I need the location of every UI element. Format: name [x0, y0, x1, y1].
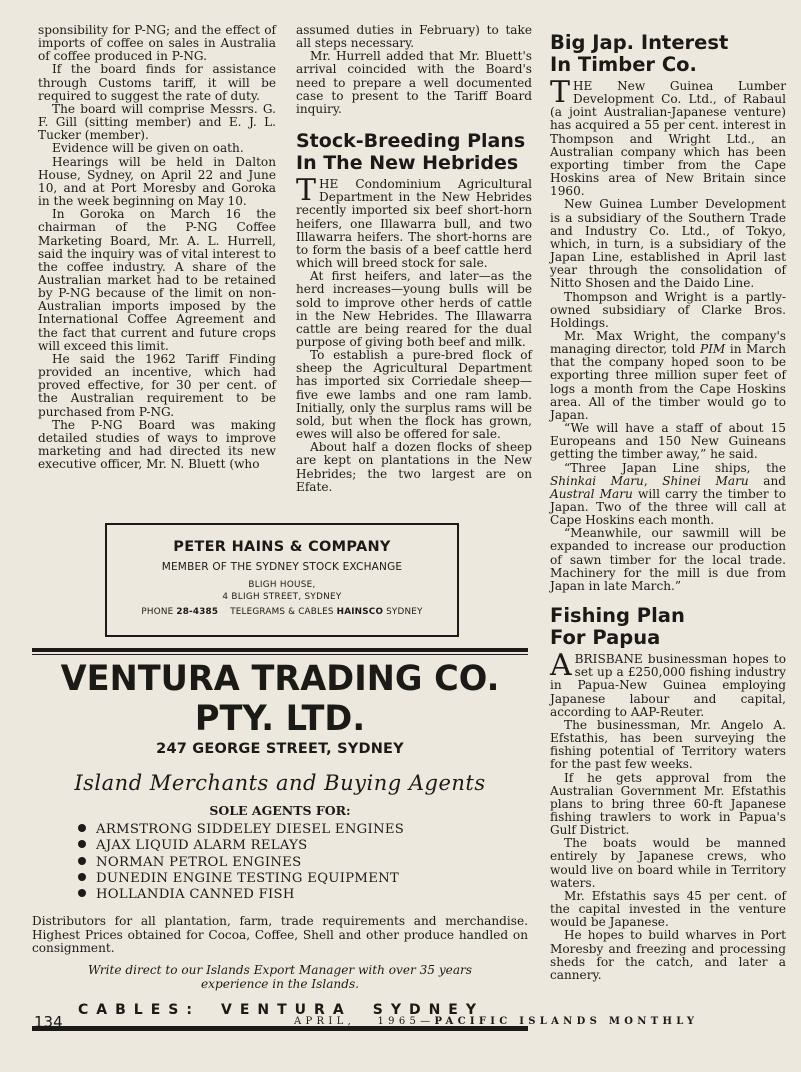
paragraph	[550, 462, 786, 528]
fishing-headline	[550, 605, 786, 649]
bullet-icon	[78, 889, 86, 897]
paragraph: In Goroka on March 16 the chairman of the P-NG Coffee Marketing Board, Mr. A. L. Hurrell, said the inquiry was of vital interest to the coffee industry. A share of the Australian market had to be retained by P-NG because of the limit on non-Australian imports imposed by the International Coffee Agreement and the fact that current and future crops will exceed this limit.	[38, 207, 276, 353]
stock-lead-paragraph	[296, 173, 532, 271]
issue-year: 1965	[377, 1016, 421, 1027]
text-run: will carry the timber to Japan. Two of the three will call at Cape Hoskins each month.	[550, 486, 786, 528]
agency-label: AJAX LIQUID ALARM RELAYS	[96, 838, 308, 854]
paragraph: He said the 1962 Tariff Finding provided an incentive, which had proved effective, for 30 per cent. of the Australian requirement to be purchased from P-NG.	[38, 351, 276, 419]
cables-city: SYDNEY	[372, 1002, 484, 1019]
distributors-text: Distributors for all plantation, farm, trade requirements and merchandise. Highest Prices obtained for Cocoa, Coffee, Shell and other produce handled on consignment.	[32, 914, 528, 955]
export-manager-note: Write direct to our Islands Export Manager with over 35 years experience in the Islands.	[87, 963, 473, 991]
address-line: BLIGH HOUSE,	[248, 580, 316, 590]
phone-number: 28-4385	[176, 607, 219, 617]
exchange-membership: MEMBER OF THE SYDNEY STOCK EXCHANGE	[161, 561, 403, 573]
ship-name: Shinei Maru	[662, 473, 749, 488]
headline-line: For Papua	[550, 626, 661, 650]
lead-text: BRISBANE businessman hopes to set up a £250,000 fishing industry in Papua-New Guinea employing Japanese labour and capital, according to AAP-Reuter.	[550, 652, 786, 719]
agencies-list	[32, 822, 528, 903]
paragraph: Mr. Hurrell added that Mr. Bluett's arrival coincided with the Board's need to prepare a well documented case to present to the Tariff Board inquiry.	[296, 49, 532, 116]
column-2	[296, 24, 532, 494]
paragraph: The businessman, Mr. Angelo A. Efstathis, has been surveying the fishing potential of Territory waters for the past few weeks.	[550, 717, 786, 772]
bullet-icon	[78, 873, 86, 881]
paragraph: The P-NG Board was making detailed studies of ways to improve marketing and had directed its new executive officer, Mr. N. Bluett (who	[38, 417, 276, 472]
text-run: ,	[643, 473, 663, 488]
issue-month: APRIL,	[294, 1016, 356, 1027]
footer-dash: —	[420, 1016, 435, 1027]
paragraph: New Guinea Lumber Development is a subsidiary of the Southern Trade and Industry Co. Ltd., of Tokyo, which, in turn, is a subsidiary of the Japan Line, established in April last year through the consolidation of Nitto Shosen and the Daido Line.	[550, 197, 786, 291]
list-item	[78, 822, 528, 838]
paragraph: The boats would be manned entirely by Japanese crews, who would live on board while in Territory waters.	[550, 836, 786, 890]
paragraph: Thompson and Wright is a partly-owned subsidiary of Clarke Bros. Holdings.	[550, 289, 786, 330]
paragraph: To establish a pure-bred flock of sheep the Agricultural Department has imported six Corriedale sheep—five ewe lambs and one ram lamb. Initially, only the surplus rams will be sold, but when the flock has grown, ewes will also be offered for sale.	[296, 348, 532, 442]
magazine-title: PACIFIC ISLANDS MONTHLY	[434, 1016, 699, 1027]
peter-hains-advertisement	[105, 523, 459, 637]
divider	[32, 648, 528, 652]
list-item	[78, 855, 528, 871]
headline-line: Big Jap. Interest	[550, 31, 729, 54]
agency-label: DUNEDIN ENGINE TESTING EQUIPMENT	[96, 870, 400, 886]
bullet-icon	[78, 824, 86, 832]
bullet-icon	[78, 840, 86, 848]
cables-code: VENTURA	[221, 1002, 352, 1019]
drop-cap: A	[550, 648, 572, 684]
paragraph: Mr. Efstathis says 45 per cent. of the capital invested in the venture would be Japanese.	[550, 888, 786, 930]
column-1	[38, 24, 276, 471]
paragraph: The board will comprise Messrs. G. F. Gill (sitting member) and E. J. L. Tucker (member).	[38, 101, 276, 143]
contact-line	[107, 607, 457, 617]
paragraph: “Meanwhile, our sawmill will be expanded to increase our production of sawn timber for the local trade. Machinery for the mill is due from Japan in late March.”	[550, 526, 786, 593]
telegrams-label: TELEGRAMS & CABLES	[230, 607, 334, 617]
text-run: and	[748, 473, 786, 488]
phone-label: PHONE	[141, 607, 174, 617]
cables-label: CABLES:	[78, 1002, 200, 1019]
paragraph: assumed duties in February) to take all steps necessary.	[296, 23, 532, 51]
drop-cap: T	[296, 173, 317, 209]
text-run: Mr. Max Wright, the company's managing director, told	[550, 328, 786, 357]
column-3	[550, 32, 786, 982]
headline-line: In The New Hebrides	[296, 152, 519, 175]
timber-headline	[550, 32, 786, 76]
firm-name: PETER HAINS & COMPANY	[173, 539, 391, 555]
masthead-line	[294, 1016, 698, 1027]
paragraph: Hearings will be held in Dalton House, Sydney, on April 22 and June 10, and at Port Moresby and Goroka in the week beginning on May 10.	[38, 154, 276, 209]
lead-text: HE Condominium Agricultural Department in the New Hebrides recently imported six beef short-horn heifers, one Illawarra bull, and two Illawarra heifers. The short-horns are to form the basis of a beef cattle herd which will breed stock for sale.	[296, 177, 532, 271]
headline-line: Stock-Breeding Plans	[296, 130, 526, 153]
agency-label: ARMSTRONG SIDDELEY DIESEL ENGINES	[96, 822, 405, 837]
paragraph: Evidence will be given on oath.	[52, 141, 244, 156]
company-tagline: Island Merchants and Buying Agents	[74, 771, 486, 795]
text-run: “Three Japan Line ships, the	[564, 460, 786, 475]
list-item	[78, 887, 528, 903]
list-item	[78, 838, 528, 854]
headline-line: Fishing Plan	[550, 604, 685, 628]
pim-italic: PIM	[699, 342, 726, 357]
paragraph: If he gets approval from the Australian Government Mr. Efstathis plans to bring three 60-ft Japanese fishing trawlers to work in Papua's Gulf District.	[550, 770, 786, 838]
agency-label: HOLLANDIA CANNED FISH	[96, 887, 295, 903]
paragraph: About half a dozen flocks of sheep are kept on plantations in the New Hebrides; the two largest are on Efate.	[296, 440, 532, 494]
ship-name: Austral Maru	[550, 486, 633, 501]
paragraph: sponsibility for P-NG; and the effect of imports of coffee on sales in Australia of coffee produced in P-NG.	[38, 23, 276, 64]
stock-breeding-headline	[296, 130, 532, 174]
headline-line: In Timber Co.	[550, 53, 697, 76]
paragraph: If the board finds for assistance through Customs tariff, it will be required to suggest the rate of duty.	[38, 62, 276, 103]
ship-name: Shinkai Maru	[550, 473, 644, 488]
lead-text: HE New Guinea Lumber Development Co. Ltd., of Rabaul (a joint Australian-Japanese venture) has acquired a 55 per cent. interest in Thompson and Wright Ltd., an Australian company which has been exporting timber from the Cape Hoskins area of New Britain since 1960.	[550, 79, 786, 199]
page-footer	[34, 1013, 784, 1033]
list-item	[78, 871, 528, 887]
paragraph: He hopes to build wharves in Port Moresby and freezing and processing sheds for the catch, and later a cannery.	[550, 928, 786, 982]
fishing-lead-paragraph	[550, 648, 786, 719]
telegrams-code: HAINSCO	[336, 607, 384, 617]
sole-agents-heading: SOLE AGENTS FOR:	[209, 803, 351, 818]
paragraph: At first heifers, and later—as the herd increases—young bulls will be sold to improve other herds of cattle in the New Hebrides. The Illawarra cattle are being reared for the dual purpose of giving both beef and milk.	[296, 269, 532, 349]
address-line: 4 BLIGH STREET, SYDNEY	[222, 592, 342, 602]
divider	[32, 654, 528, 655]
telegrams-city: SYDNEY	[386, 607, 423, 617]
company-address: 247 GEORGE STREET, SYDNEY	[156, 741, 404, 757]
ventura-advertisement	[32, 648, 528, 1019]
bullet-icon	[78, 857, 86, 865]
paragraph	[550, 330, 786, 422]
paragraph: “We will have a staff of about 15 Europeans and 150 New Guineans getting the timber away,” he said.	[550, 421, 786, 462]
text-run: in March that the company hoped soon to be exporting three million super feet of logs a month from the Cape Hoskins area. All of the timber would go to Japan.	[550, 342, 786, 422]
agency-label: NORMAN PETROL ENGINES	[96, 854, 302, 870]
firm-address	[107, 579, 457, 603]
drop-cap: T	[550, 75, 571, 110]
timber-lead-paragraph	[550, 75, 786, 199]
page-number: 134	[34, 1013, 63, 1031]
company-name: VENTURA TRADING CO. PTY. LTD.	[60, 659, 500, 739]
